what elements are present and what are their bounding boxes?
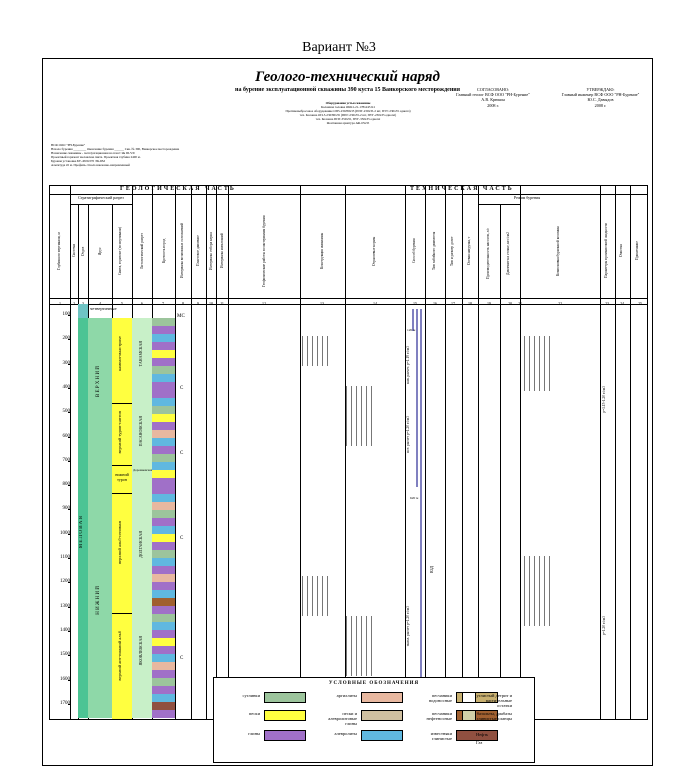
stage-band-2 bbox=[112, 403, 132, 466]
column-number: 11 bbox=[220, 301, 224, 306]
depth-label: 100 bbox=[62, 312, 70, 317]
column-number: 8 bbox=[182, 301, 184, 306]
legend-swatch bbox=[462, 710, 476, 721]
header-lithology: Литологический разрез bbox=[140, 233, 144, 269]
stage-band-5 bbox=[112, 613, 132, 719]
text-line bbox=[544, 556, 545, 626]
legend-label: пески и алевролитовые глины bbox=[328, 711, 357, 726]
production-casing bbox=[420, 309, 422, 714]
text-line bbox=[356, 386, 357, 446]
info-line: Начало бурения ________ Окончание бурения ______ Скв. № 390, Ванкорское месторождение bbox=[51, 147, 180, 151]
depth-label: 1000 bbox=[60, 530, 70, 536]
text-line bbox=[366, 616, 367, 676]
header-depth: Глубина по вертикали, м bbox=[57, 232, 61, 270]
legend-label: известняки глинистые bbox=[430, 731, 452, 741]
hardness-mc: МС bbox=[177, 314, 185, 319]
legend-label: суглинки bbox=[242, 693, 260, 698]
text-line bbox=[534, 336, 535, 391]
text-line bbox=[351, 616, 352, 676]
lithology-layer bbox=[152, 510, 175, 518]
stage-label-2: верхний турон-сантон bbox=[117, 411, 122, 454]
text-line bbox=[366, 386, 367, 446]
column-number: 23 bbox=[605, 301, 609, 306]
lithology-layer bbox=[152, 350, 175, 358]
legend-label: пески bbox=[248, 711, 260, 716]
legend-swatch bbox=[361, 710, 403, 721]
hardness-c3: С bbox=[180, 536, 184, 541]
column-number: 18 bbox=[468, 301, 472, 306]
text-line bbox=[351, 386, 352, 446]
text-line bbox=[361, 616, 362, 676]
text-line bbox=[346, 386, 347, 446]
col-line bbox=[300, 186, 301, 719]
casing-note-2: ист. расчет р=1.20 г/см3 bbox=[406, 416, 410, 453]
column-number: 5 bbox=[121, 301, 123, 306]
lithology-layer bbox=[152, 486, 175, 494]
casing-note-3: экспл. расчет р=1.20 г/см3 bbox=[406, 606, 410, 647]
depth-label: 1700 bbox=[60, 700, 70, 706]
header-flow: Производительность насосов, л/с bbox=[486, 227, 490, 280]
legend-label: глины bbox=[248, 731, 260, 736]
lithology-layer bbox=[152, 662, 175, 670]
header-formation: Свита, горизонт (по вертикали) bbox=[118, 226, 122, 276]
stage-label-4: верхний альб-сеноман bbox=[117, 521, 122, 564]
legend-swatch bbox=[361, 692, 403, 703]
header-bits: Тип и размер долот bbox=[450, 236, 454, 266]
col-line bbox=[462, 186, 463, 719]
depth-label: 200 bbox=[62, 336, 70, 342]
method-label: ВЗД bbox=[429, 566, 434, 574]
depth-tick bbox=[68, 680, 71, 681]
depth-tick bbox=[68, 607, 71, 608]
col-line bbox=[228, 186, 229, 719]
depth-tick bbox=[68, 485, 71, 486]
legend-label: алевролиты bbox=[334, 731, 357, 736]
approve-right-role: Главный инженер ВСФ ООО "РН-Бурение" bbox=[561, 92, 640, 98]
legend-label: аргиллиты bbox=[336, 693, 357, 698]
lithology-layer bbox=[152, 430, 175, 438]
text-line bbox=[371, 386, 372, 446]
column-number: 14 bbox=[373, 301, 377, 306]
approve-right-date: 2008 г. bbox=[594, 102, 607, 108]
header-note: Примечание bbox=[635, 241, 639, 261]
col-line bbox=[520, 186, 521, 719]
legend-oil: Нефть bbox=[476, 732, 489, 737]
hardness-c4: С bbox=[180, 656, 184, 661]
lithology-layer bbox=[152, 654, 175, 662]
shoe-1: 120 м bbox=[407, 328, 416, 332]
lithology-layer bbox=[152, 422, 175, 430]
depth-label: 1600 bbox=[60, 676, 70, 682]
document-title: Геолого-технический наряд bbox=[255, 69, 440, 85]
header-wob: Осевая нагрузка, т bbox=[467, 236, 471, 266]
col-line bbox=[216, 186, 217, 719]
stage-label-5: верхний апт-нижний альб bbox=[117, 631, 122, 681]
lithology-column bbox=[152, 318, 175, 718]
column-number: 16 bbox=[433, 301, 437, 306]
text-line bbox=[549, 336, 550, 391]
lithology-layer bbox=[152, 470, 175, 478]
quaternary-system-band bbox=[78, 304, 88, 318]
col-line bbox=[500, 204, 501, 719]
lithology-layer bbox=[152, 590, 175, 598]
text-line bbox=[317, 576, 318, 616]
col-line bbox=[425, 186, 426, 719]
column-number: 17 bbox=[451, 301, 455, 306]
lithology-layer bbox=[152, 462, 175, 470]
header-cleaning: Очистка bbox=[619, 244, 623, 258]
text-line bbox=[322, 576, 323, 616]
column-number: 15 bbox=[413, 301, 417, 306]
col-line bbox=[478, 186, 479, 719]
column-number: 22 bbox=[558, 301, 562, 306]
equipment-title: Оборудование устья скважины bbox=[325, 101, 371, 105]
lithology-layer bbox=[152, 454, 175, 462]
depth-label: 600 bbox=[62, 433, 70, 439]
depth-tick bbox=[68, 315, 71, 316]
lithology-layer bbox=[152, 406, 175, 414]
text-line bbox=[322, 336, 323, 366]
lithology-layer bbox=[152, 366, 175, 374]
column-number: 20 bbox=[508, 301, 512, 306]
info-line: Буровая установка БУ-4500/270 ЭК-БМ bbox=[51, 159, 105, 163]
legend-title: УСЛОВНЫЕ ОБОЗНАЧЕНИЯ bbox=[328, 681, 420, 686]
stage-band-1 bbox=[112, 318, 132, 403]
depth-label: 500 bbox=[62, 409, 70, 415]
header-logging: Геофизические работы по интервалам бурения bbox=[262, 215, 266, 287]
lithology-layer bbox=[152, 518, 175, 526]
lower-label: Н И Ж Н И Й bbox=[96, 586, 101, 615]
info-line: ВСФ ООО "РН-Бурение" bbox=[51, 143, 86, 147]
depth-label: 400 bbox=[62, 384, 70, 390]
text-line bbox=[539, 336, 540, 391]
header-standpipe: Давление на стояке, кгс/см2 bbox=[506, 232, 510, 275]
header-complications: Интервалы возможных осложнений bbox=[180, 223, 184, 279]
column-number: 9 bbox=[197, 301, 199, 306]
lithology-layer bbox=[152, 478, 175, 486]
text-line bbox=[302, 336, 303, 366]
lithology-layer bbox=[152, 526, 175, 534]
lithology-layer bbox=[152, 622, 175, 630]
equipment-line: Колонная головка ОКК1-21-178х245 К1 bbox=[320, 105, 376, 109]
header-line bbox=[50, 298, 647, 299]
equipment-line: Фонтанная арматура АФ-65х35 bbox=[326, 121, 370, 125]
text-line bbox=[302, 576, 303, 616]
legend-label: песчаники нефтеносные bbox=[426, 711, 452, 721]
lithology-layer bbox=[152, 638, 175, 646]
formation-label-3: ДОЛГАНСКАЯ bbox=[138, 531, 143, 558]
stage-label-3: нижний турон bbox=[115, 472, 129, 482]
mode-header: Режим бурения bbox=[513, 195, 541, 200]
document-subtitle: на бурение эксплуатационной скважины 390 куста 15 Ванкорского месторождения bbox=[235, 87, 460, 93]
lithology-layer bbox=[152, 550, 175, 558]
depth-label: 1100 bbox=[60, 555, 70, 560]
column-number: 24 bbox=[620, 301, 624, 306]
legend-swatch bbox=[264, 692, 306, 703]
lithology-layer bbox=[152, 534, 175, 542]
hardness-c2: С bbox=[180, 451, 184, 456]
approve-left-role: Главный геолог ВСФ ООО "РН-Бурение" bbox=[456, 92, 530, 98]
text-line bbox=[356, 616, 357, 676]
shoe-2: 620 м bbox=[410, 496, 419, 500]
col-line bbox=[630, 186, 631, 719]
legend-swatch bbox=[361, 730, 403, 741]
legend-swatch bbox=[264, 730, 306, 741]
lithology-layer bbox=[152, 358, 175, 366]
formation-label-1: ТАНАМСКАЯ bbox=[138, 341, 143, 367]
lithology-layer bbox=[152, 694, 175, 702]
lithology-layer bbox=[152, 678, 175, 686]
header-method: Способ бурения bbox=[412, 238, 416, 264]
lithology-layer bbox=[152, 606, 175, 614]
lithology-layer bbox=[152, 598, 175, 606]
lithology-layer bbox=[152, 542, 175, 550]
section-geo: ГЕОЛОГИЧЕСКАЯ ЧАСТЬ bbox=[120, 186, 236, 192]
col-line bbox=[175, 186, 176, 719]
lithology-layer bbox=[152, 414, 175, 422]
depth-label: 1300 bbox=[60, 603, 70, 609]
col-line bbox=[206, 186, 207, 719]
lithology-layer bbox=[152, 574, 175, 582]
depth-tick bbox=[68, 437, 71, 438]
lithology-layer bbox=[152, 326, 175, 334]
header-norms: Отраслевые нормы bbox=[372, 236, 376, 266]
approve-left-name: А.В. Крюкин bbox=[481, 97, 505, 103]
depth-tick bbox=[68, 655, 71, 656]
text-line bbox=[529, 336, 530, 391]
lithology-layer bbox=[152, 334, 175, 342]
header-core: Интервалы отбора керна bbox=[209, 232, 213, 270]
text-line bbox=[327, 336, 328, 366]
header-line bbox=[50, 194, 647, 195]
depth-tick bbox=[68, 582, 71, 583]
depth-label: 900 bbox=[62, 506, 70, 512]
column-number: 21 bbox=[518, 301, 522, 306]
text-line bbox=[524, 336, 525, 391]
column-number: 4 bbox=[99, 301, 101, 306]
info-line: Альтитуда 45 м. Профиль ствола наклонно-направленный bbox=[51, 163, 130, 167]
header-hardness: Крепость пород bbox=[162, 238, 166, 264]
lithology-layer bbox=[152, 582, 175, 590]
lithology-layer bbox=[152, 382, 175, 390]
text-line bbox=[317, 336, 318, 366]
col-line bbox=[600, 186, 601, 719]
text-line bbox=[312, 576, 313, 616]
mode-line bbox=[478, 204, 520, 205]
lithology-layer bbox=[152, 686, 175, 694]
upper-series-band bbox=[88, 318, 112, 503]
header-system: Система bbox=[72, 244, 76, 258]
text-line bbox=[544, 336, 545, 391]
formation-label-5: Дорожковская bbox=[133, 468, 153, 472]
legend-label: углистый детрит и растительные остатки bbox=[476, 693, 512, 708]
lithology-layer bbox=[152, 374, 175, 382]
legend-label: базальты, диабазы глинистые сланцы bbox=[476, 711, 512, 721]
depth-label: 1500 bbox=[60, 652, 70, 658]
depth-tick bbox=[68, 558, 71, 559]
strat-header: Стратиграфический разрез bbox=[78, 195, 124, 200]
drilling-table bbox=[49, 185, 648, 720]
equipment-line: тех. Колонна ППГ-350х35, ПУГ-350х35 однопл bbox=[315, 117, 381, 121]
column-number: 13 bbox=[320, 301, 324, 306]
approve-right bbox=[553, 87, 648, 108]
text-line bbox=[346, 616, 347, 676]
lithology-layer bbox=[152, 558, 175, 566]
section-tech: ТЕХНИЧЕСКАЯ ЧАСТЬ bbox=[410, 186, 514, 192]
variant-title: Вариант №3 bbox=[302, 40, 376, 55]
depth-label: 1400 bbox=[60, 627, 70, 633]
info-line: Назначение скважины - эксплуатационная на пласт Як III-VII bbox=[51, 151, 135, 155]
stage-label-1: кампан-маастрихт bbox=[117, 336, 122, 371]
text-line bbox=[524, 556, 525, 626]
quaternary-label: четвертичные bbox=[90, 306, 117, 311]
col-line bbox=[445, 186, 446, 719]
mud-note-1: р=1.15-1.20 г/см3 bbox=[602, 386, 606, 413]
text-line bbox=[534, 556, 535, 626]
text-line bbox=[307, 576, 308, 616]
depth-label: 1200 bbox=[60, 579, 70, 585]
casing-note-1: нап. расчет. р=1.19 г/см3 bbox=[406, 346, 410, 384]
header-bha: Компоновка бурильной колонны bbox=[556, 226, 560, 276]
upper-label: В Е Р Х Н И Й bbox=[96, 366, 101, 398]
header-stage: Ярус bbox=[98, 247, 102, 255]
depth-tick bbox=[68, 364, 71, 365]
lithology-layer bbox=[152, 342, 175, 350]
legend-gas: Газ bbox=[476, 740, 483, 745]
approve-right-label: УТВЕРЖДАЮ: bbox=[586, 87, 615, 92]
depth-tick bbox=[68, 534, 71, 535]
stage-band-4 bbox=[112, 493, 132, 614]
depth-tick bbox=[68, 704, 71, 705]
col-line bbox=[191, 186, 192, 719]
text-line bbox=[361, 386, 362, 446]
legend bbox=[213, 677, 535, 763]
text-line bbox=[327, 576, 328, 616]
column-number: 25 bbox=[638, 301, 642, 306]
text-line bbox=[371, 616, 372, 676]
strat-line bbox=[70, 204, 132, 205]
lithology-layer bbox=[152, 318, 175, 326]
lithology-layer bbox=[152, 438, 175, 446]
intermediate-casing bbox=[416, 309, 418, 487]
depth-tick bbox=[68, 509, 71, 510]
depth-tick bbox=[68, 339, 71, 340]
equipment-line: Противовыбросовое оборудование ОП5-230/80х35 (ППГ-230х35-2 шт, ПУГ-230х35 однопл) bbox=[285, 109, 411, 113]
lithology-layer bbox=[152, 446, 175, 454]
info-line: Проектный горизонт меловская свита. Проектная глубина 2400 м. bbox=[51, 155, 141, 159]
lithology-layer bbox=[152, 630, 175, 638]
formation-label-2: ПАСАНОВСКАЯ bbox=[138, 416, 143, 447]
column-number: 2 bbox=[73, 301, 75, 306]
lithology-layer bbox=[152, 494, 175, 502]
header-series: Отдел bbox=[81, 246, 85, 256]
text-line bbox=[539, 556, 540, 626]
lithology-layer bbox=[152, 646, 175, 654]
hardness-c1: С bbox=[180, 386, 184, 391]
lithology-layer bbox=[152, 398, 175, 406]
text-line bbox=[312, 336, 313, 366]
approve-left-label: СОГЛАСОВАНО: bbox=[476, 87, 510, 92]
col-line bbox=[70, 186, 71, 719]
header-tests: Интервалы испытаний bbox=[220, 233, 224, 269]
column-number: 10 bbox=[209, 301, 213, 306]
depth-tick bbox=[68, 388, 71, 389]
formation-label-4: ЯКОВЛЕВСКАЯ bbox=[138, 636, 143, 666]
column-number: 12 bbox=[262, 301, 266, 306]
sheet bbox=[42, 58, 653, 766]
approve-left-date: 2008 г. bbox=[487, 102, 499, 108]
info-block bbox=[51, 143, 311, 167]
depth-label: 300 bbox=[62, 360, 70, 366]
header-construction: Конструкция скважины bbox=[320, 232, 324, 270]
lithology-layer bbox=[152, 614, 175, 622]
depth-tick bbox=[68, 461, 71, 462]
system-label: М Е Л О В А Я bbox=[79, 516, 84, 549]
text-line bbox=[529, 556, 530, 626]
lithology-layer bbox=[152, 702, 175, 710]
depth-label: 700 bbox=[62, 457, 70, 463]
lithology-layer bbox=[152, 502, 175, 510]
legend-label: песчаники водоносные bbox=[429, 693, 452, 703]
depth-tick bbox=[68, 631, 71, 632]
text-line bbox=[307, 336, 308, 366]
column-number: 6 bbox=[141, 301, 143, 306]
header-pressure: Пластовое давление bbox=[196, 235, 200, 267]
column-number: 1 bbox=[59, 301, 61, 306]
legend-swatch bbox=[264, 710, 306, 721]
lithology-layer bbox=[152, 670, 175, 678]
approve-right-name: Ю.С. Давыдов bbox=[587, 97, 614, 103]
column-number: 19 bbox=[487, 301, 491, 306]
mud-note-2: р=1.20 г/см3 bbox=[602, 616, 606, 636]
lithology-layer bbox=[152, 390, 175, 398]
header-motor: Тип забойного двигателя bbox=[432, 231, 436, 271]
column-number: 7 bbox=[162, 301, 164, 306]
text-line bbox=[549, 556, 550, 626]
header-mud: Параметры промывочной жидкости bbox=[604, 223, 608, 279]
lithology-layer bbox=[152, 566, 175, 574]
equipment-line: тех. Колонна ОП-5-230/80х35 (ППГ-230х35-2 шт, ПУГ-230х35 однопл) bbox=[299, 113, 397, 117]
legend-swatch bbox=[462, 692, 476, 703]
col-line bbox=[615, 186, 616, 719]
lithology-layer bbox=[152, 710, 175, 718]
depth-tick bbox=[68, 412, 71, 413]
equipment-block bbox=[223, 101, 473, 125]
depth-label: 800 bbox=[62, 482, 70, 488]
